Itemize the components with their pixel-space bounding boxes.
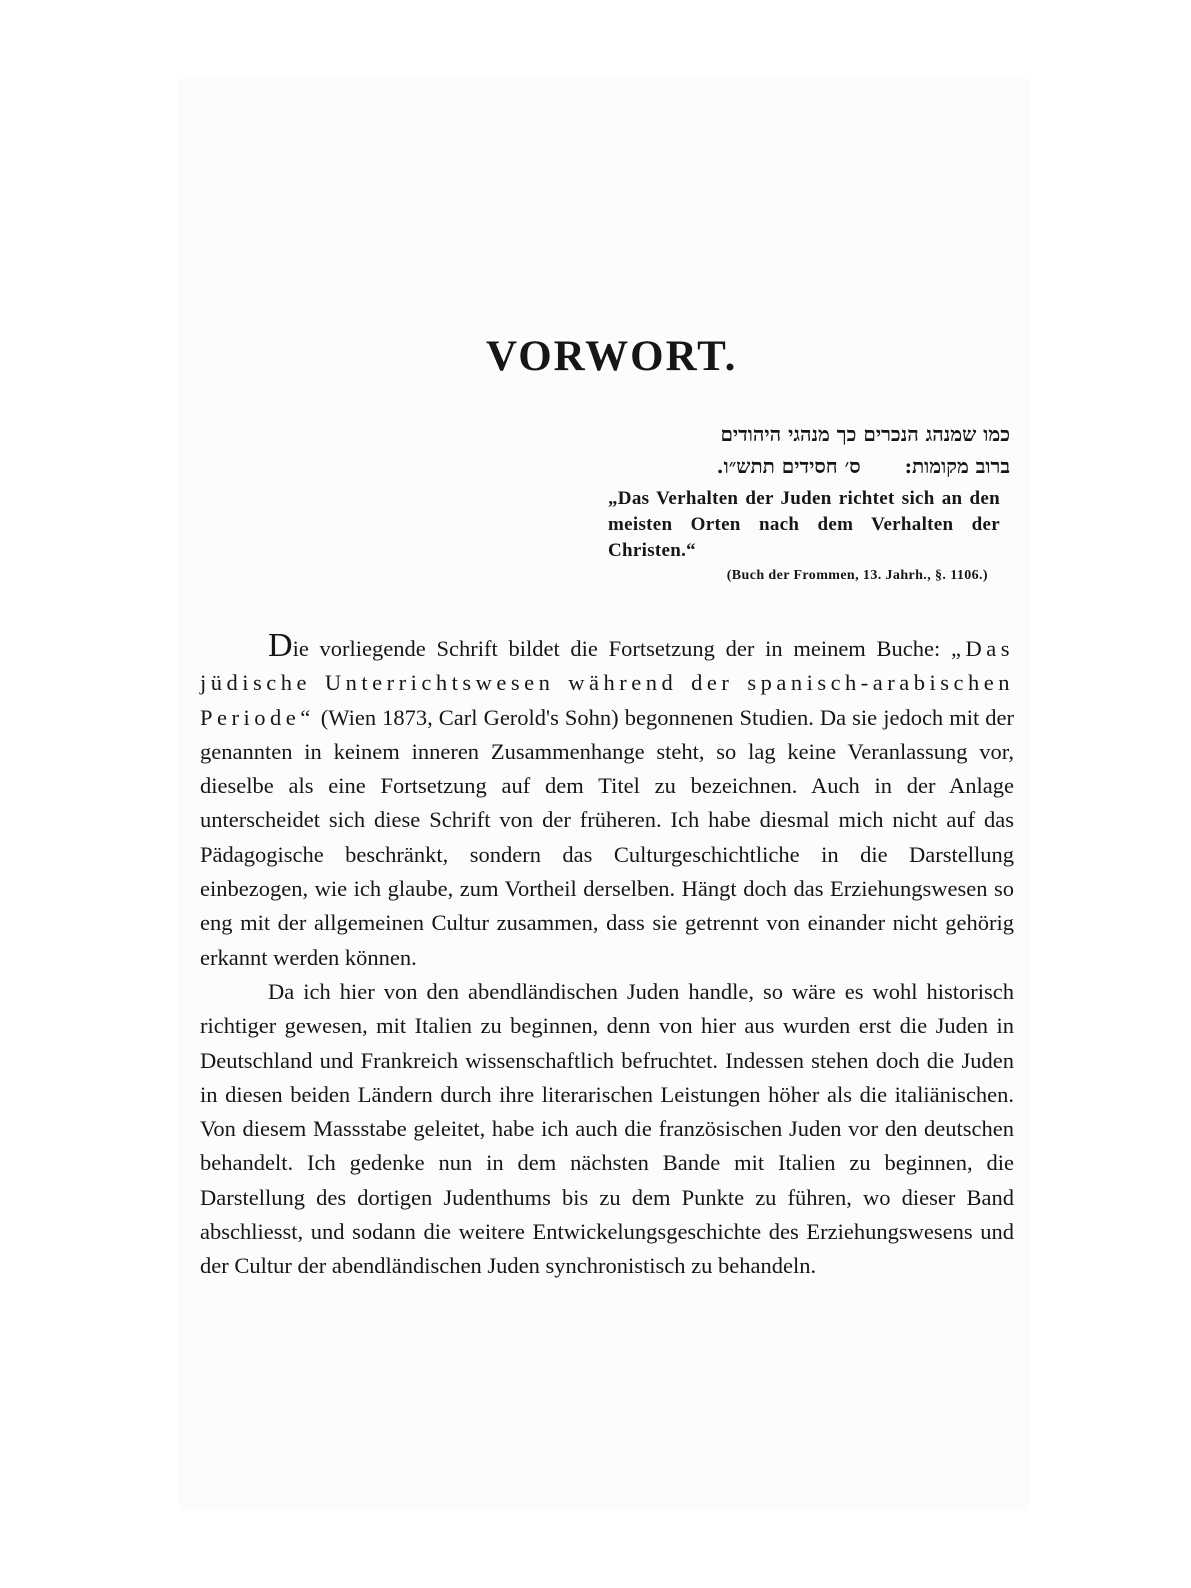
- paragraph-1-lead: ie vorliegende Schrift bildet die Fortsetzung der in meinem Buche:: [292, 636, 952, 661]
- hebrew-motto-source: ס׳ חסידים תתש״ו.: [716, 454, 861, 478]
- preface-body: [200, 627, 1014, 1284]
- epigraph: [590, 418, 1010, 586]
- hebrew-motto-text: ברוב מקומות:: [904, 454, 1010, 478]
- paragraph-1: [200, 627, 1014, 975]
- page-title: VORWORT.: [486, 333, 738, 380]
- hebrew-motto-line-1: כמו שמנהג הנכרים כך מנהגי היהודים: [720, 422, 1010, 446]
- book-title-reference: „Das jüdische Unterrichtswesen während der spanisch-arabischen Periode“: [200, 636, 1014, 730]
- initial-letter: D: [268, 627, 293, 664]
- motto-citation: (Buch der Frommen, 13. Jahrh., §. 1106.): [726, 568, 988, 583]
- motto-translation: „Das Verhalten der Juden richtet sich an den meisten Orten nach dem Verhalten der Christen.“: [608, 488, 1000, 561]
- paragraph-2: Da ich hier von den abendländischen Juden handle, so wäre es wohl historisch richtiger gewesen, mit Italien zu beginnen, denn von hier aus wurden erst die Juden in Deutschland und Frankreich wissenschaftlich befruchtet. Indessen stehen doch die Juden in diesen beiden Ländern durch ihre literarischen Leistungen höher als die italiänischen. Von diesem Massstabe geleitet, habe ich auch die französischen Juden vor den deutschen behandelt. Ich gedenke nun in dem nächsten Bande mit Italien zu beginnen, die Darstellung des dortigen Judenthums bis zu dem Punkte zu führen, wo dieser Band abschliesst, und sodann die weitere Entwickelungsgeschichte des Erziehungswesens und der Cultur der abendländischen Juden synchronistisch zu behandeln.: [200, 978, 1014, 1279]
- hebrew-motto-line-2: [590, 450, 1010, 482]
- paragraph-1-rest: (Wien 1873, Carl Gerold's Sohn) begonnenen Studien. Da sie jedoch mit der genannten in keinem inneren Zusammenhange steht, so lag keine Veranlassung vor, dieselbe als eine Fortsetzung auf dem Titel zu bezeichnen. Auch in der Anlage unterscheidet sich diese Schrift von der früheren. Ich habe diesmal mich nicht auf das Pädagogische beschränkt, sondern das Culturgeschichtliche in die Darstellung einbezogen, wie ich glaube, zum Vortheil derselben. Hängt doch das Erziehungswesen so eng mit der allgemeinen Cultur zusammen, dass sie getrennt von einander nicht gehörig erkannt werden können.: [200, 704, 1014, 970]
